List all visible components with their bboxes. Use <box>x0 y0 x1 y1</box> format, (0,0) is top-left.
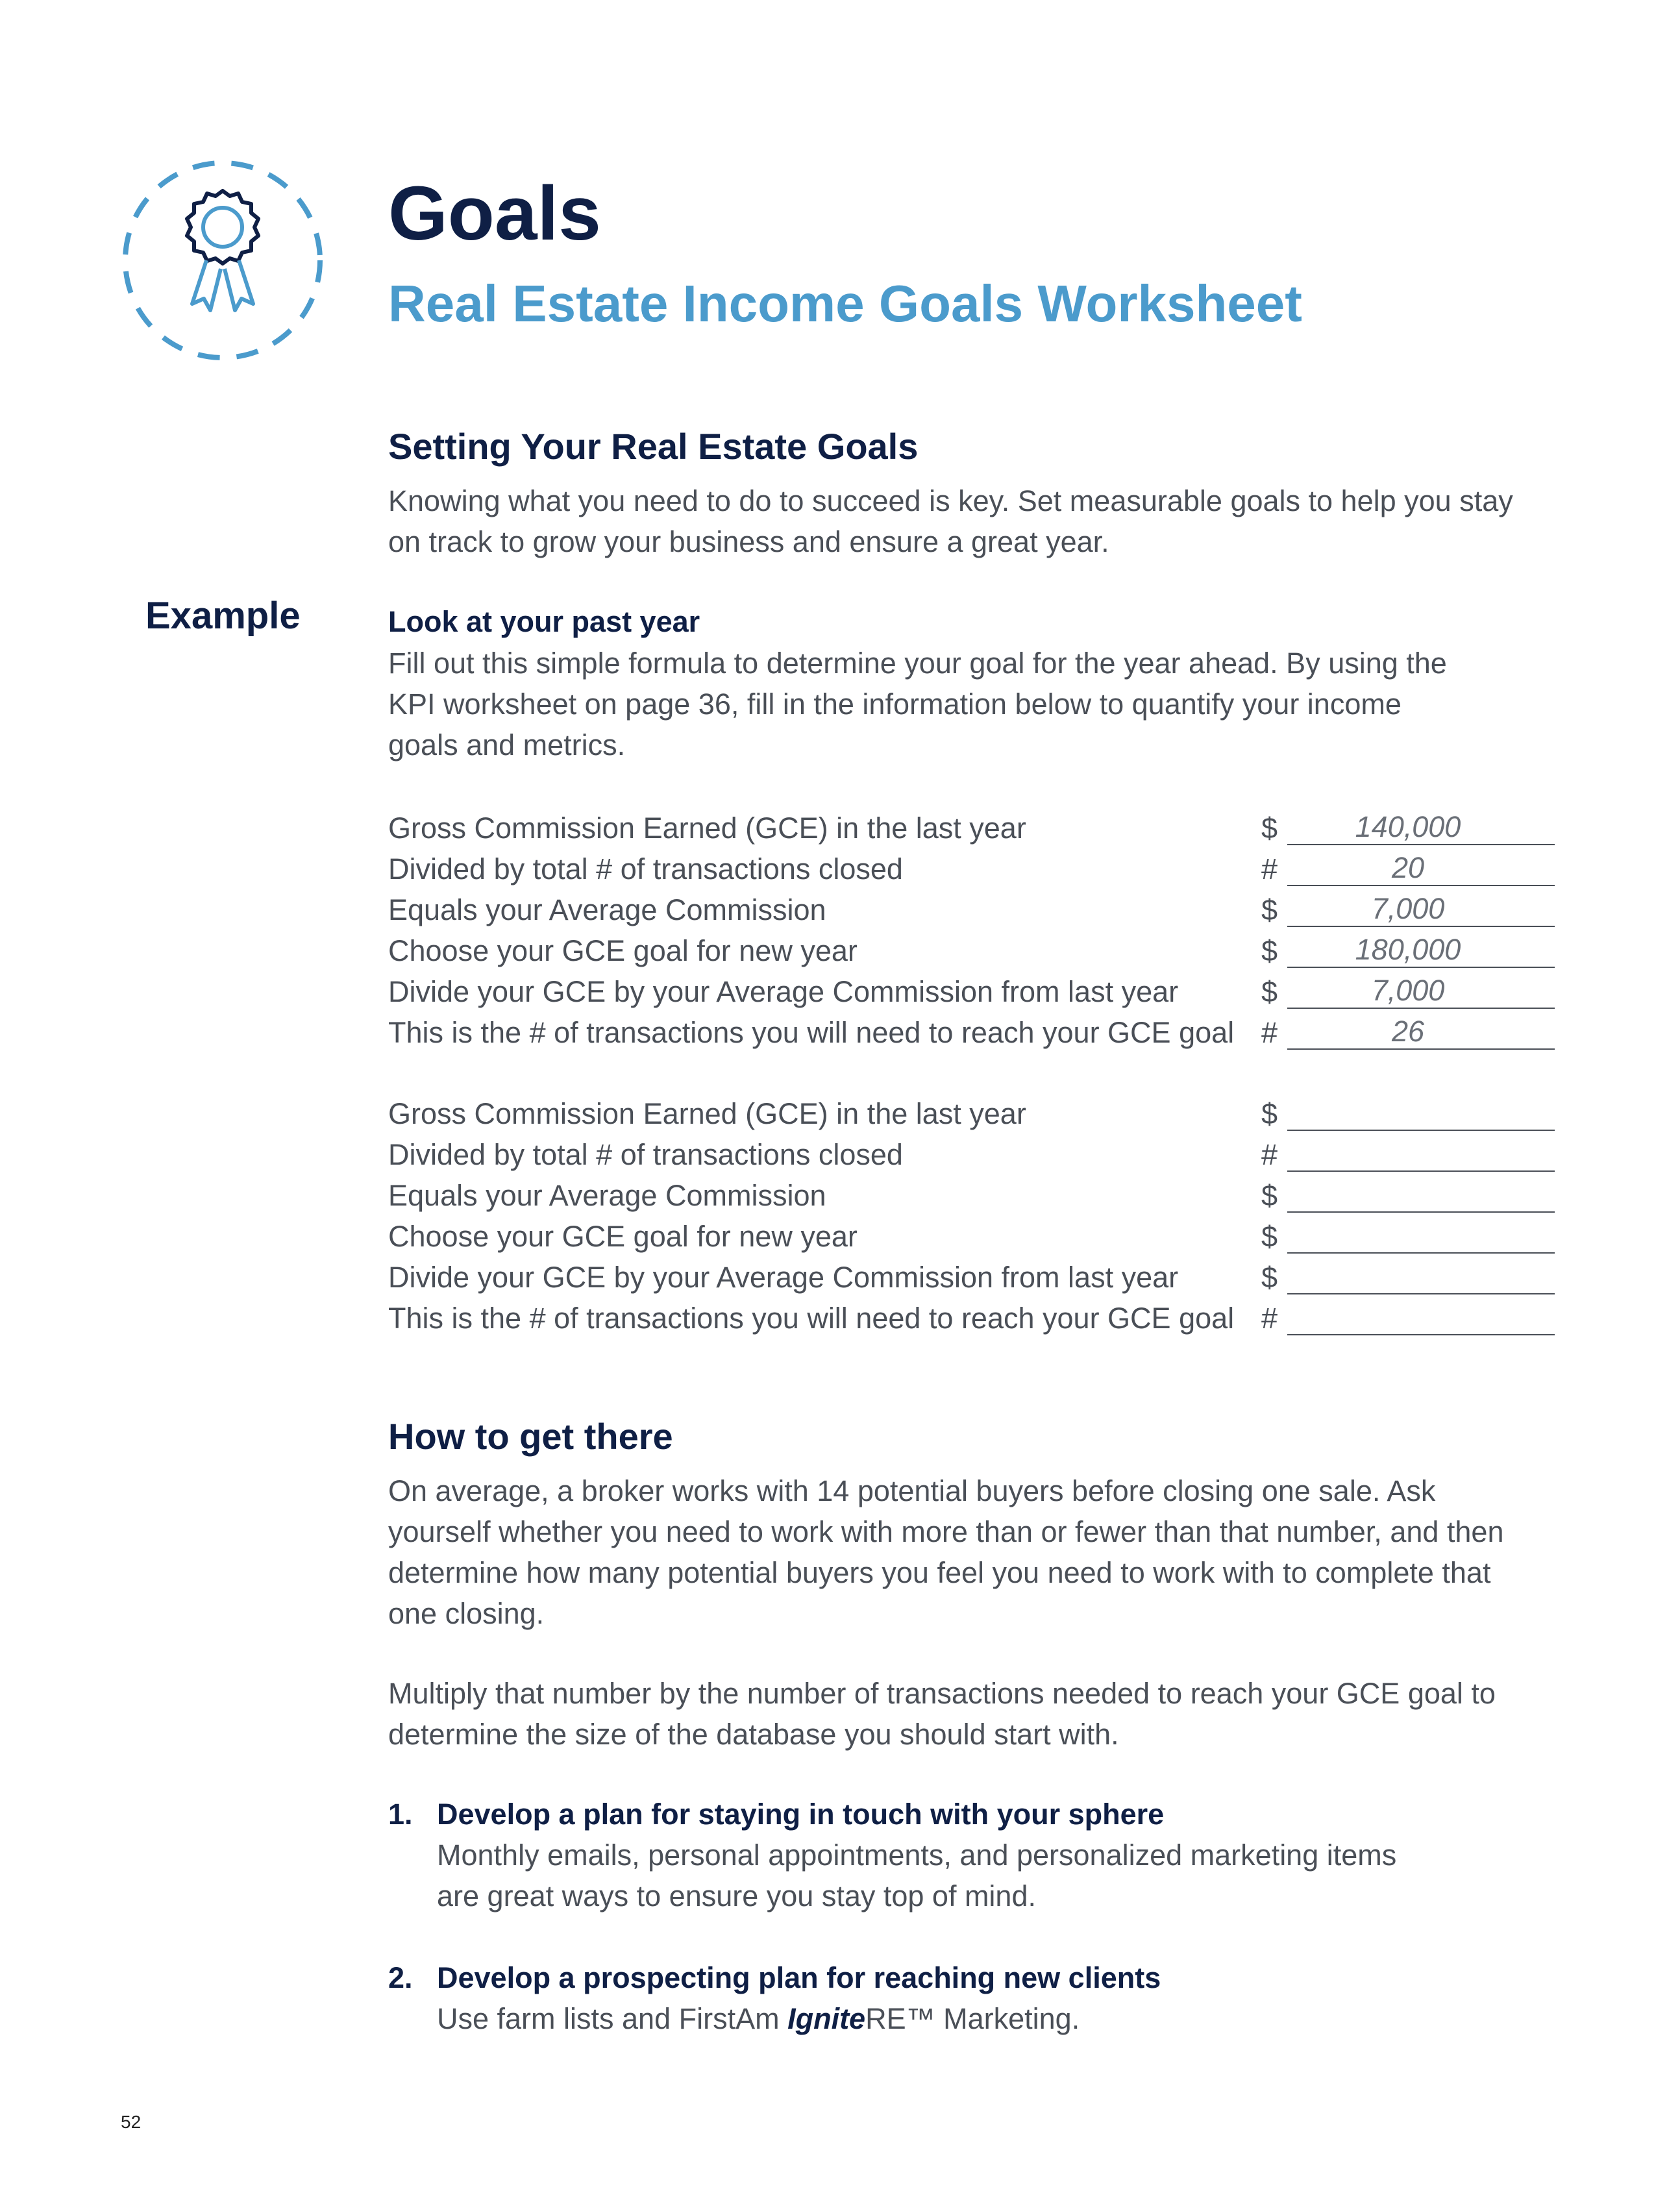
row-value: 7,000 <box>1371 892 1445 925</box>
ribbon-right <box>225 260 253 310</box>
brand-ignite: Ignite <box>787 2002 866 2035</box>
step-text-1: Monthly emails, personal appointments, and personalized marketing items <box>437 1838 1397 1872</box>
list-item <box>388 1794 1563 1916</box>
step-text <box>437 1998 1563 2039</box>
step-text-prefix: Use farm lists and FirstAm <box>437 2002 788 2035</box>
step-text-suffix: Marketing. <box>935 2002 1080 2035</box>
row-symbol: $ <box>1261 1261 1278 1294</box>
list-item <box>388 1957 1563 2039</box>
how-para2-line-1: Multiply that number by the number of transactions needed to reach your GCE goal to <box>388 1677 1496 1710</box>
how-para1-line-3: determine how many potential buyers you feel you need to work with to complete that <box>388 1556 1491 1589</box>
row-label: This is the # of transactions you will need to reach your GCE goal <box>388 1016 1235 1049</box>
row-symbol: $ <box>1261 811 1278 845</box>
how-para1-line-1: On average, a broker works with 14 potential buyers before closing one sale. Ask <box>388 1474 1436 1507</box>
worksheet-row <box>388 1009 1563 1050</box>
how-para1-line-2: yourself whether you need to work with more than or fewer than that number, and then <box>388 1515 1504 1548</box>
row-symbol: # <box>1261 1138 1278 1171</box>
worksheet-row <box>388 1254 1563 1294</box>
ribbon-left <box>192 260 221 310</box>
worksheet-row <box>388 1090 1563 1131</box>
step-title: Develop a plan for staying in touch with your sphere <box>437 1798 1165 1831</box>
worksheet-row <box>388 927 1563 968</box>
past-year-text-2: KPI worksheet on page 36, fill in the information below to quantify your income <box>388 687 1402 721</box>
step-title: Develop a prospecting plan for reaching new clients <box>437 1961 1161 1994</box>
row-symbol: $ <box>1261 1097 1278 1130</box>
blank-input-line[interactable] <box>1287 1219 1555 1254</box>
row-symbol: # <box>1261 1016 1278 1049</box>
row-label: Divided by total # of transactions closed <box>388 852 903 885</box>
worksheet-row <box>388 845 1563 886</box>
row-label: Choose your GCE goal for new year <box>388 1220 858 1253</box>
step-text-2: are great ways to ensure you stay top of mind. <box>437 1879 1036 1912</box>
row-symbol: $ <box>1261 934 1278 967</box>
row-field <box>1287 892 1555 927</box>
row-label: Divide your GCE by your Average Commission from last year <box>388 975 1179 1008</box>
how-para1-line-4: one closing. <box>388 1597 545 1630</box>
steps-list <box>388 1794 1563 2039</box>
rosette-center <box>203 208 242 247</box>
intro-line-1: Knowing what you need to do to succeed is key. Set measurable goals to help you stay <box>388 484 1513 517</box>
rosette-outline <box>187 191 258 264</box>
brand-suffix: RE™ <box>865 2002 935 2035</box>
row-symbol: # <box>1261 852 1278 885</box>
worksheet-row <box>388 1294 1563 1335</box>
worksheet-row <box>388 968 1563 1009</box>
award-ribbon-icon <box>116 153 330 367</box>
row-value: 26 <box>1391 1015 1425 1048</box>
step-number: 2. <box>388 1961 413 1994</box>
row-label: Equals your Average Commission <box>388 1179 826 1212</box>
past-year-text-3: goals and metrics. <box>388 728 626 761</box>
row-value: 20 <box>1391 851 1425 884</box>
subheading-past-year: Look at your past year <box>388 605 700 638</box>
blank-input-line[interactable] <box>1287 1096 1555 1131</box>
blank-input-line[interactable] <box>1287 1137 1555 1172</box>
worksheet-row <box>388 1213 1563 1254</box>
main-content <box>388 422 1563 2039</box>
page-subtitle: Real Estate Income Goals Worksheet <box>388 275 1302 332</box>
row-label: This is the # of transactions you will need to reach your GCE goal <box>388 1302 1235 1335</box>
row-value: 7,000 <box>1371 974 1445 1007</box>
row-value: 140,000 <box>1355 810 1461 843</box>
step-number: 1. <box>388 1798 413 1831</box>
row-symbol: # <box>1261 1302 1278 1335</box>
row-symbol: $ <box>1261 1220 1278 1253</box>
example-worksheet <box>388 804 1563 1050</box>
blank-worksheet <box>388 1090 1563 1335</box>
worksheet-row <box>388 1172 1563 1213</box>
how-para2-line-2: determine the size of the database you should start with. <box>388 1718 1119 1751</box>
section-heading-how: How to get there <box>388 1416 673 1457</box>
intro-line-2: on track to grow your business and ensure a great year. <box>388 525 1109 558</box>
row-field <box>1287 810 1555 845</box>
example-label: Example <box>145 595 301 637</box>
row-field <box>1287 974 1555 1009</box>
worksheet-row <box>388 804 1563 845</box>
row-label: Gross Commission Earned (GCE) in the last year <box>388 1097 1026 1130</box>
row-field <box>1287 1015 1555 1050</box>
row-label: Divided by total # of transactions closed <box>388 1138 903 1171</box>
worksheet-row <box>388 886 1563 927</box>
row-label: Divide your GCE by your Average Commission from last year <box>388 1261 1179 1294</box>
row-field <box>1287 933 1555 968</box>
worksheet-row <box>388 1131 1563 1172</box>
row-label: Gross Commission Earned (GCE) in the last year <box>388 811 1026 845</box>
section-heading-setting-goals: Setting Your Real Estate Goals <box>388 426 919 467</box>
blank-input-line[interactable] <box>1287 1259 1555 1294</box>
row-label: Choose your GCE goal for new year <box>388 934 858 967</box>
row-symbol: $ <box>1261 975 1278 1008</box>
row-symbol: $ <box>1261 893 1278 926</box>
row-label: Equals your Average Commission <box>388 893 826 926</box>
past-year-text-1: Fill out this simple formula to determine your goal for the year ahead. By using the <box>388 647 1447 680</box>
blank-input-line[interactable] <box>1287 1178 1555 1213</box>
row-value: 180,000 <box>1355 933 1461 966</box>
blank-input-line[interactable] <box>1287 1300 1555 1335</box>
page-number: 52 <box>121 2112 142 2132</box>
row-symbol: $ <box>1261 1179 1278 1212</box>
page-title: Goals <box>388 171 601 256</box>
row-field <box>1287 851 1555 886</box>
